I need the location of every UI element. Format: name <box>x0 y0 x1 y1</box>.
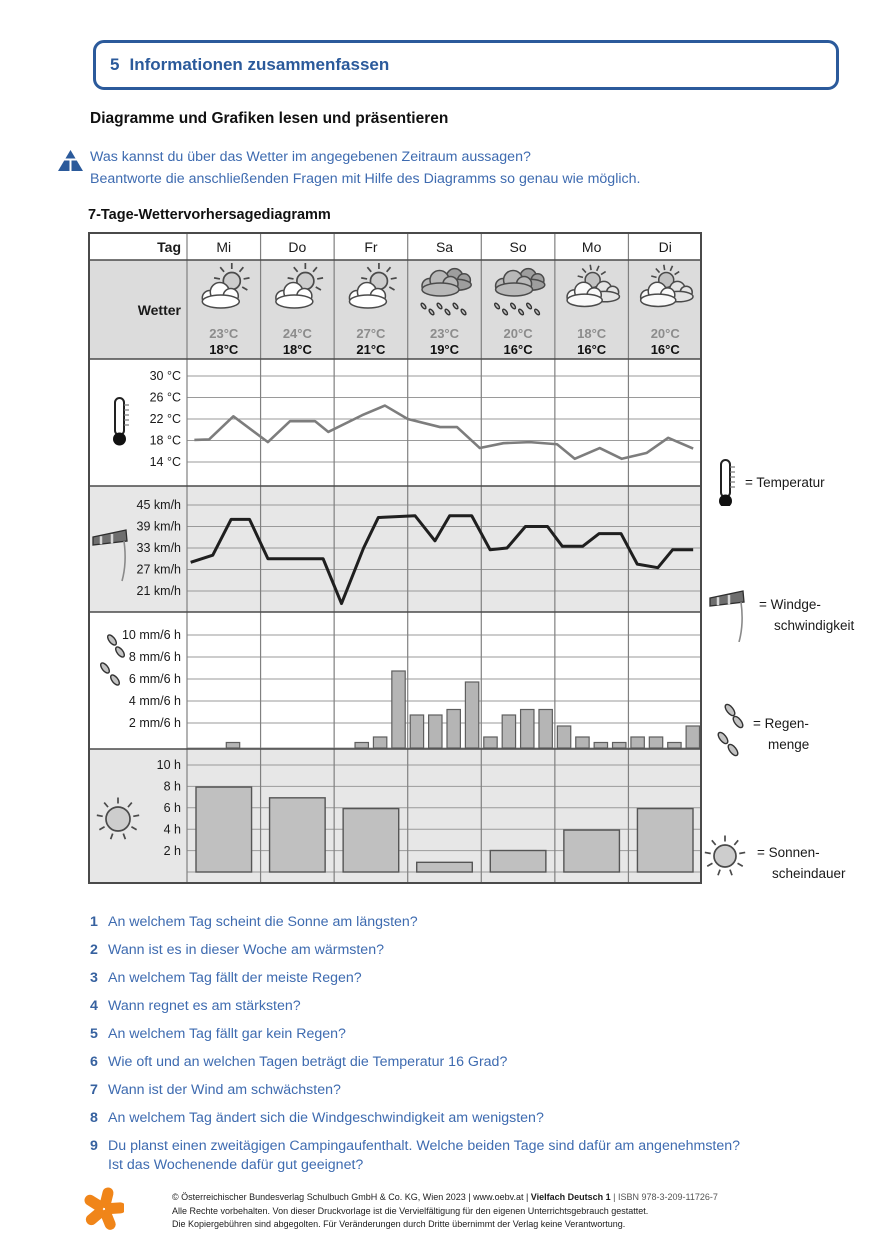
sun-bar <box>270 798 326 872</box>
rain-bar <box>429 715 442 748</box>
task-line-2: Beantworte die anschließenden Fragen mit Hilfe des Diagramms so genau wie möglich. <box>90 171 641 187</box>
weather-diagram <box>88 232 702 889</box>
day-label: Di <box>658 239 672 255</box>
day-label: Fr <box>364 239 378 255</box>
question-text: Wann regnet es am stärksten? <box>108 998 301 1014</box>
wind-axis-label: 21 km/h <box>136 584 181 599</box>
high-temp: 23°C <box>209 326 239 341</box>
question-8 <box>90 1109 830 1128</box>
rain-bar <box>521 710 534 749</box>
rain-bar <box>576 737 589 748</box>
temperature-line <box>194 406 693 459</box>
day-label: So <box>509 239 527 255</box>
rain-bar <box>649 737 662 748</box>
question-3 <box>90 969 830 988</box>
sun-axis-label: 2 h <box>163 843 181 858</box>
legend-wind-label: = Windge- schwindigkeit <box>759 597 855 633</box>
corner-label: Tag <box>157 239 181 255</box>
legend-rain-label: = Regen- menge <box>753 716 810 752</box>
question-text: Wann ist es in dieser Woche am wärmsten? <box>108 942 384 958</box>
thermometer-icon <box>719 460 735 506</box>
sun-bar <box>490 851 546 873</box>
section-title: Diagramme und Grafiken lesen und präsentieren <box>90 110 449 127</box>
legend-rain <box>716 700 809 762</box>
question-number: 1 <box>90 914 98 930</box>
wind-axis-label: 39 km/h <box>136 519 181 534</box>
rain-axis-label: 4 mm/6 h <box>128 694 181 709</box>
temp-axis-label: 14 °C <box>149 455 181 470</box>
rain-bar <box>539 710 552 749</box>
rain-axis-label: 6 mm/6 h <box>128 672 181 687</box>
low-temp: 21°C <box>356 342 386 357</box>
question-6 <box>90 1053 830 1072</box>
sun-bar <box>343 809 399 872</box>
question-4 <box>90 997 830 1016</box>
question-number: 4 <box>90 998 98 1014</box>
low-temp: 18°C <box>209 342 239 357</box>
question-2 <box>90 941 830 960</box>
legend-sun <box>704 832 846 884</box>
diagram-title: 7-Tage-Wettervorhersagediagramm <box>88 207 331 223</box>
question-9 <box>90 1137 830 1174</box>
temp-axis-label: 30 °C <box>149 369 181 384</box>
day-label: Mi <box>216 239 232 255</box>
low-temp: 16°C <box>650 342 680 357</box>
question-text: An welchem Tag fällt gar kein Regen? <box>108 1026 346 1042</box>
raindrops-icon <box>716 700 746 762</box>
legend-wind <box>708 586 854 642</box>
thermometer-icon <box>716 458 738 506</box>
question-number: 3 <box>90 970 98 986</box>
legend-temperature <box>716 458 825 506</box>
footer-imprint <box>172 1191 812 1232</box>
low-temp: 18°C <box>282 342 312 357</box>
question-text: An welchem Tag scheint die Sonne am längsten? <box>108 914 418 930</box>
wind-axis-label: 33 km/h <box>136 541 181 556</box>
temp-gridlines <box>187 376 702 462</box>
chapter-title: Informationen zusammenfassen <box>129 55 390 74</box>
sun-bar <box>196 787 252 872</box>
rain-bar <box>557 726 570 748</box>
question-text: An welchem Tag ändert sich die Windgeschwindigkeit am wenigsten? <box>108 1110 544 1126</box>
wind-axis-label: 27 km/h <box>136 562 181 577</box>
legend-temperature-label: = Temperatur <box>745 475 825 490</box>
rain-gridlines <box>187 635 702 723</box>
question-text: Du planst einen zweitägigen Campingaufenthalt. Welche beiden Tage sind dafür am angenehmsten? Ist das Wochenende dafür gut geeignet? <box>108 1138 741 1173</box>
rain-bar <box>410 715 423 748</box>
rain-bar <box>613 743 626 749</box>
question-number: 2 <box>90 942 98 958</box>
high-temp: 20°C <box>503 326 533 341</box>
rain-bar <box>594 743 607 749</box>
question-list <box>90 913 830 1184</box>
question-number: 7 <box>90 1082 98 1098</box>
high-temp: 23°C <box>429 326 460 341</box>
day-label: Sa <box>435 239 454 255</box>
temp-axis-label: 26 °C <box>149 390 181 405</box>
question-number: 6 <box>90 1054 98 1070</box>
rain-axis-label: 8 mm/6 h <box>128 650 181 665</box>
weather-diagram-svg <box>88 232 702 884</box>
temp-axis-label: 22 °C <box>149 412 181 427</box>
question-number: 5 <box>90 1026 98 1042</box>
question-7 <box>90 1081 830 1100</box>
rain-bar <box>355 743 368 749</box>
question-text: An welchem Tag fällt der meiste Regen? <box>108 970 362 986</box>
windsock-icon <box>710 591 744 642</box>
task-instructions <box>90 146 770 190</box>
chapter-number: 5 <box>110 55 120 74</box>
wetter-row-label: Wetter <box>137 302 181 318</box>
rain-bar <box>373 737 386 748</box>
sun-icon <box>704 832 750 880</box>
footer-line-1: © Österreichischer Bundesverlag Schulbuch GmbH & Co. KG, Wien 2023 | www.oebv.at | Vielfach Deutsch 1 | ISBN 978-3-209-11726-7 <box>172 1192 718 1202</box>
question-text: Wie oft und an welchen Tagen beträgt die Temperatur 16 Grad? <box>108 1054 508 1070</box>
sun-bar <box>564 830 620 872</box>
raindrops-icon <box>716 703 744 757</box>
footer-line-2: Alle Rechte vorbehalten. Von dieser Druckvorlage ist die Vervielfältigung für den eigenen Unterrichtsgebrauch gestattet. <box>172 1205 649 1216</box>
task-line-1: Was kannst du über das Wetter im angegebenen Zeitraum aussagen? <box>90 149 531 165</box>
rain-bar <box>226 743 239 749</box>
high-temp: 27°C <box>356 326 386 341</box>
sun-axis-label: 4 h <box>163 822 181 837</box>
rain-bar <box>447 710 460 749</box>
low-temp: 16°C <box>577 342 607 357</box>
high-temp: 24°C <box>282 326 312 341</box>
rain-bar <box>686 726 699 748</box>
rain-bar <box>668 743 681 749</box>
high-temp: 18°C <box>577 326 607 341</box>
question-1 <box>90 913 830 932</box>
sun-axis-label: 10 h <box>156 758 181 773</box>
rain-bar <box>484 737 497 748</box>
sun-icon <box>705 836 745 876</box>
low-temp: 16°C <box>503 342 533 357</box>
temp-axis-label: 18 °C <box>149 433 181 448</box>
legend-sun-label: = Sonnen- scheindauer <box>757 845 846 881</box>
wind-axis-label: 45 km/h <box>136 498 181 513</box>
rain-bar <box>631 737 644 748</box>
sun-axis-label: 6 h <box>163 801 181 815</box>
day-label: Do <box>288 239 307 255</box>
windsock-icon <box>708 586 752 642</box>
rain-axis-label: 2 mm/6 h <box>128 716 181 731</box>
question-number: 8 <box>90 1110 98 1126</box>
thermometer-icon <box>113 398 129 446</box>
low-temp: 19°C <box>429 342 460 357</box>
footer-line-3: Die Kopiergebühren sind abgegolten. Für Veränderungen durch Dritte übernimmt der Verlag keine Verantwortung. <box>172 1219 626 1229</box>
high-temp: 20°C <box>650 326 680 341</box>
triangle-task-icon <box>57 149 84 177</box>
sun-bar <box>417 862 473 872</box>
sun-bar <box>637 809 693 872</box>
question-text: Wann ist der Wind am schwächsten? <box>108 1082 341 1098</box>
sun-axis-label: 8 h <box>163 779 181 794</box>
rain-axis-label: 10 mm/6 h <box>121 628 181 643</box>
publisher-logo-icon <box>84 1186 124 1237</box>
question-5 <box>90 1025 830 1044</box>
chapter-header-box <box>93 40 839 90</box>
rain-bar <box>465 682 478 748</box>
rain-bar <box>392 671 405 748</box>
question-number: 9 <box>90 1138 98 1154</box>
day-label: Mo <box>581 239 602 255</box>
rain-bar <box>502 715 515 748</box>
